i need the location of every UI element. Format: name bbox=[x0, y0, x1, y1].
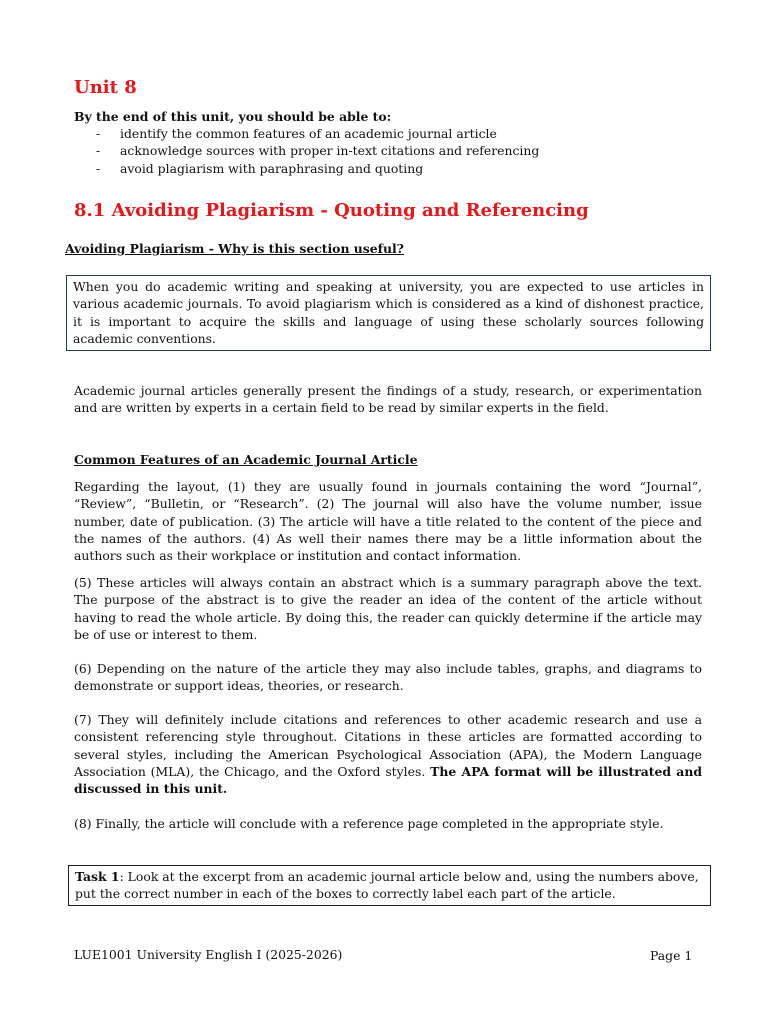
info-box: When you do academic writing and speaking at university, you are expected to use articles in various academic journals. To avoid plagiarism which is considered as a kind of dishonest practice, it is important to acquire the skills and language of using these scholarly sources following academic conventions. bbox=[66, 275, 711, 351]
task-box bbox=[68, 865, 711, 906]
objective-text: acknowledge sources with proper in-text citations and referencing bbox=[120, 143, 540, 159]
feature-paragraph-6: (6) Depending on the nature of the article they may also include tables, graphs, and diagrams to demonstrate or support ideas, theories, or research. bbox=[74, 661, 702, 694]
intro-paragraph: Academic journal articles generally present the findings of a study, research, or experimentation and are written by experts in a certain field to be read by similar experts in the field. bbox=[74, 383, 702, 416]
objective-item bbox=[96, 142, 539, 159]
task-text: : Look at the excerpt from an academic journal article below and, using the numbers above, put the correct number in each of the boxes to correctly label each part of the article. bbox=[75, 869, 699, 902]
feature-paragraph-7 bbox=[74, 711, 702, 797]
feature-paragraph-7-text: (7) They will definitely include citations and references to other academic research and use a consistent referencing style throughout. Citations in these articles are formatted according to several styles, including the American Psychological Association (APA), the Modern Language Association (MLA), the Chicago, and the Oxford styles. bbox=[74, 712, 702, 779]
bullet-dash: - bbox=[96, 143, 101, 159]
feature-paragraph-7-bold: The APA format will be illustrated and discussed in this unit. bbox=[74, 763, 702, 797]
footer-course: LUE1001 University English I (2025-2026) bbox=[74, 947, 343, 962]
feature-paragraph-5: (5) These articles will always contain an abstract which is a summary paragraph above the text. The purpose of the abstract is to give the reader an idea of the content of the article without having to read the whole article. By doing this, the reader can quickly determine if the article may be of use or interest to them. bbox=[74, 575, 702, 642]
bullet-dash: - bbox=[96, 126, 101, 141]
task-label: Task 1 bbox=[75, 869, 120, 884]
bullet-dash: - bbox=[96, 160, 101, 176]
objective-text: avoid plagiarism with paraphrasing and quoting bbox=[120, 160, 424, 176]
features-heading: Common Features of an Academic Journal Article bbox=[74, 452, 418, 467]
feature-paragraph-1: Regarding the layout, (1) they are usually found in journals containing the word “Journal”, “Review”, “Bulletin, or “Research”. (2) The journal will also have the volume number, issue number, date of publication. (3) The article will have a title related to the content of the piece and the names of the authors. (4) As well their names there may be a little information about the authors such as their workplace or institution and contact information. bbox=[74, 479, 702, 564]
objective-text: identify the common features of an academic journal article bbox=[120, 126, 497, 141]
useful-heading: Avoiding Plagiarism - Why is this section useful? bbox=[65, 241, 404, 256]
section-title: 8.1 Avoiding Plagiarism - Quoting and Referencing bbox=[74, 200, 589, 221]
objective-item bbox=[96, 160, 539, 177]
footer-page-number: Page 1 bbox=[650, 948, 693, 963]
objective-item bbox=[96, 125, 539, 142]
feature-paragraph-8: (8) Finally, the article will conclude with a reference page completed in the appropriate style. bbox=[74, 816, 664, 831]
unit-title: Unit 8 bbox=[74, 77, 137, 98]
objectives-list bbox=[96, 125, 539, 177]
objectives-heading: By the end of this unit, you should be able to: bbox=[74, 109, 392, 124]
